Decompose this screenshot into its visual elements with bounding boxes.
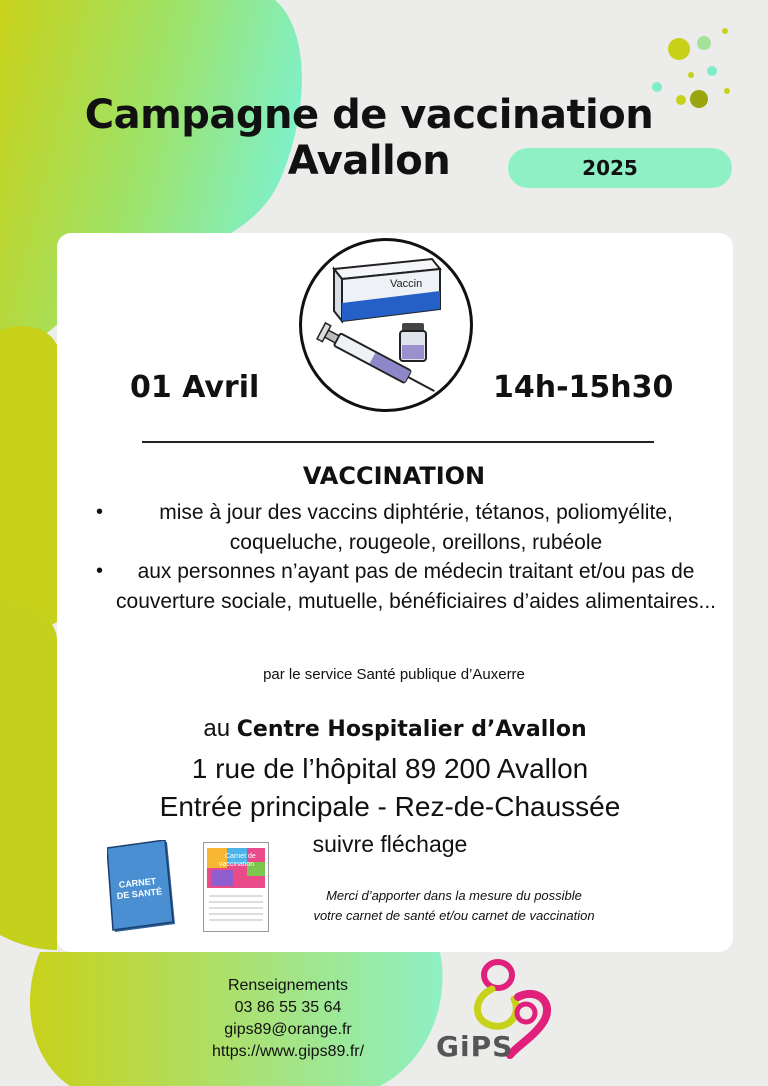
event-time: 14h-15h30 <box>493 370 674 405</box>
location-line <box>0 715 768 743</box>
contact-block <box>200 975 376 1063</box>
service-note: par le service Santé publique d’Auxerre <box>263 666 525 683</box>
decor-dot <box>652 82 662 92</box>
event-date: 01 Avril <box>130 370 260 405</box>
vaccine-illustration <box>299 238 473 412</box>
syringe-vial-icon <box>302 241 470 409</box>
note-line-1: Merci d’apporter dans la mesure du possible <box>326 888 582 903</box>
list-item-text: aux personnes n’ayant pas de médecin traitant et/ou pas de couverture sociale, mutuelle, bénéficiaires d’aides alimentaires... <box>116 560 716 613</box>
location-prefix: au <box>203 715 231 742</box>
list-item <box>90 498 720 557</box>
contact-website[interactable]: https://www.gips89.fr/ <box>211 1043 365 1060</box>
contact-email[interactable]: gips89@orange.fr <box>224 1021 352 1038</box>
bring-documents-note <box>296 886 612 926</box>
signage-note: suivre fléchage <box>312 831 468 857</box>
carnet-sante-image <box>107 840 173 932</box>
bullet-icon: • <box>96 501 104 523</box>
section-heading: VACCINATION <box>302 462 486 490</box>
decor-dot <box>668 38 690 60</box>
decor-dot <box>697 36 711 50</box>
entrance: Entrée principale - Rez-de-Chaussée <box>159 791 621 822</box>
vaccination-list <box>90 498 720 616</box>
year-badge <box>508 148 732 188</box>
logo-text: GiPS <box>436 1030 514 1063</box>
contact-phone[interactable]: 03 86 55 35 64 <box>234 999 342 1016</box>
list-item-text: mise à jour des vaccins diphtérie, tétanos, poliomyélite, coqueluche, rougeole, oreillons, rubéole <box>159 501 673 554</box>
address: 1 rue de l’hôpital 89 200 Avallon <box>191 753 589 784</box>
carnet-vaccination-image <box>203 842 269 932</box>
box-label: Vaccin <box>390 278 423 290</box>
contact-heading: Renseignements <box>227 977 349 994</box>
decor-dot <box>722 28 728 34</box>
title-line-2: Avallon <box>287 138 451 184</box>
carnet-vac-label-1: Carnet de <box>225 853 256 860</box>
carnet-vac-label-2: vaccination <box>219 861 255 868</box>
year-label: 2025 <box>582 156 638 180</box>
carnet-sante-label-2: DE SANTÉ <box>116 886 163 902</box>
list-item <box>90 557 720 616</box>
title-line-1: Campagne de vaccination <box>84 92 654 138</box>
location-place: Centre Hospitalier d’Avallon <box>236 717 587 742</box>
decor-dot <box>688 72 694 78</box>
bullet-icon: • <box>96 560 104 582</box>
note-line-2: votre carnet de santé et/ou carnet de vaccination <box>313 908 595 923</box>
divider <box>142 441 654 443</box>
carnet-sante-label-1: CARNET <box>118 876 157 890</box>
decor-dot <box>707 66 717 76</box>
